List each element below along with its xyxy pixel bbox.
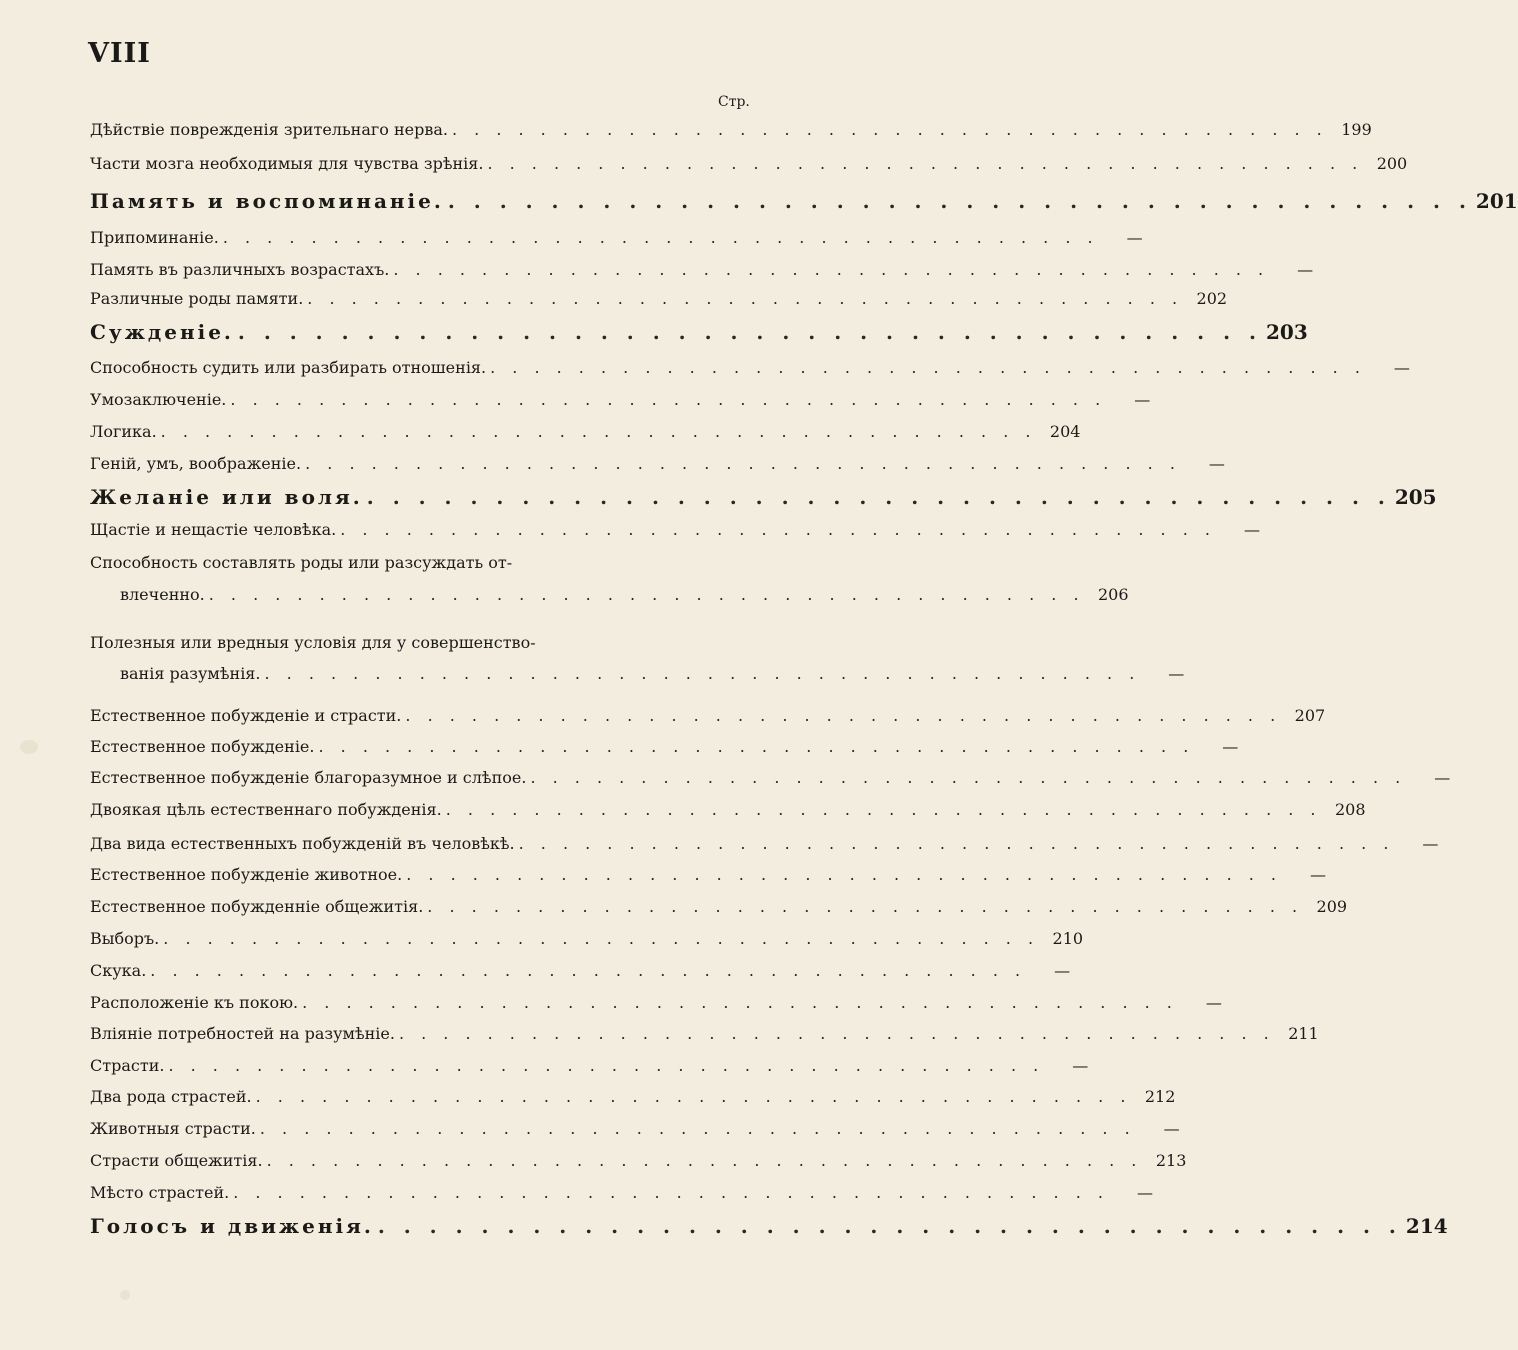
toc-entry-page: — bbox=[1134, 390, 1151, 409]
toc-entry-title: влеченно. bbox=[120, 585, 205, 604]
toc-entry bbox=[90, 834, 1439, 853]
toc-entry-page: 207 bbox=[1294, 706, 1326, 725]
leader-dots: . . . . . . . . . . . . . . . . . . . . . . . . . . . . . . . . . . . . . . . . bbox=[230, 390, 1107, 409]
toc-entry-title: Естественное побужденіе и страсти. bbox=[90, 706, 402, 725]
toc-entry-title: Естественное побужденіе. bbox=[90, 737, 315, 756]
toc-entry bbox=[90, 768, 1451, 787]
toc-entry-title: Желаніе или воля. bbox=[90, 485, 363, 509]
toc-entry-page: 211 bbox=[1288, 1024, 1319, 1043]
toc-entry-page: — bbox=[1163, 1119, 1180, 1138]
toc-entry-page: 205 bbox=[1394, 485, 1437, 509]
toc-entry-page: — bbox=[1208, 454, 1225, 473]
toc-entry bbox=[90, 706, 1326, 725]
toc-entry bbox=[90, 454, 1225, 473]
toc-entry-page: — bbox=[1222, 737, 1239, 756]
toc-entry-page: 204 bbox=[1049, 422, 1081, 441]
toc-entry bbox=[90, 993, 1222, 1012]
toc-entry-page: 201 bbox=[1475, 189, 1518, 213]
toc-entry-page: 206 bbox=[1097, 585, 1129, 604]
leader-dots: . . . . . . . . . . . . . . . . . . . . . . . . . . . . . . . . . . . . . . . . bbox=[233, 1183, 1109, 1202]
toc-entry bbox=[90, 897, 1348, 916]
toc-entry-title: Мѣсто страстей. bbox=[90, 1183, 230, 1202]
page-number: VIII bbox=[88, 38, 151, 69]
toc-entry-title: Дѣйствіе поврежденія зрительнаго нерва. bbox=[90, 120, 448, 139]
leader-dots: . . . . . . . . . . . . . . . . . . . . . . . . . . . . . . . . . . . . . . . . bbox=[377, 1214, 1402, 1238]
toc-entry bbox=[90, 961, 1071, 980]
toc-entry-page: 210 bbox=[1052, 929, 1084, 948]
toc-entry-page: 200 bbox=[1376, 154, 1408, 173]
toc-section-entry bbox=[90, 320, 1308, 344]
leader-dots: . . . . . . . . . . . . . . . . . . . . . . . . . . . . . . . . . . . . . . . . bbox=[490, 358, 1366, 377]
leader-dots: . . . . . . . . . . . . . . . . . . . . . . . . . . . . . . . . . . . . . . . . bbox=[302, 993, 1178, 1012]
leader-dots: . . . . . . . . . . . . . . . . . . . . . . . . . . . . . . . . . . . . . . . . bbox=[445, 800, 1322, 819]
toc-entry-title: Два вида естественныхъ побужденій въ человѣкѣ. bbox=[90, 834, 515, 853]
leader-dots: . . . . . . . . . . . . . . . . . . . . . . . . . . . . . . . . . . . . . . . . bbox=[340, 520, 1216, 539]
toc-entry-page: — bbox=[1054, 961, 1071, 980]
toc-entry-page: — bbox=[1393, 358, 1410, 377]
toc-entry-title: Способность судить или разбирать отношенія. bbox=[90, 358, 487, 377]
toc-entry bbox=[90, 1087, 1176, 1106]
toc-entry-page: 214 bbox=[1405, 1214, 1448, 1238]
toc-entry-page: — bbox=[1136, 1183, 1153, 1202]
toc-entry-title: Различные роды памяти. bbox=[90, 289, 304, 308]
toc-entry-page: — bbox=[1126, 228, 1143, 247]
leader-dots: . . . . . . . . . . . . . . . . . . . . . . . . . . . . . . . . . . . . . . . . bbox=[259, 1119, 1136, 1138]
leader-dots: . . . . . . . . . . . . . . . . . . . . . . . . . . . . . . . . . . . . . . . . bbox=[405, 706, 1282, 725]
toc-section-entry bbox=[90, 485, 1437, 509]
toc-entry bbox=[90, 358, 1410, 377]
toc-entry-title: Щастіе и нещастіе человѣка. bbox=[90, 520, 337, 539]
leader-dots: . . . . . . . . . . . . . . . . . . . . . . . . . . . . . . . . . . . . . . . . bbox=[487, 154, 1364, 173]
toc-entry-page: 208 bbox=[1334, 800, 1366, 819]
toc-entry-title: Геній, умъ, воображеніе. bbox=[90, 454, 302, 473]
toc-entry bbox=[120, 664, 1185, 683]
leader-dots: . . . . . . . . . . . . . . . . . . . . . . . . . . . . . . . . . . . . . . . . bbox=[398, 1024, 1275, 1043]
toc-entry-title: Двоякая цѣль естественнаго побужденія. bbox=[90, 800, 442, 819]
leader-dots: . . . . . . . . . . . . . . . . . . . . . . . . . . . . . . . . . . . . . . . . bbox=[447, 189, 1472, 213]
toc-entry bbox=[90, 422, 1081, 441]
leader-dots: . . . . . . . . . . . . . . . . . . . . . . . . . . . . . . . . . . . . . . . . bbox=[307, 289, 1184, 308]
toc-entry bbox=[90, 800, 1366, 819]
leader-dots: . . . . . . . . . . . . . . . . . . . . . . . . . . . . . . . . . . . . . . . . bbox=[150, 961, 1027, 980]
leader-dots: . . . . . . . . . . . . . . . . . . . . . . . . . . . . . . . . . . . . . . . . bbox=[163, 929, 1040, 948]
leader-dots: . . . . . . . . . . . . . . . . . . . . . . . . . . . . . . . . . . . . . . . . bbox=[168, 1056, 1045, 1075]
leader-dots: . . . . . . . . . . . . . . . . . . . . . . . . . . . . . . . . . . . . . . . . bbox=[318, 737, 1195, 756]
toc-entry-title: Животныя страсти. bbox=[90, 1119, 256, 1138]
leader-dots: . . . . . . . . . . . . . . . . . . . . . . . . . . . . . . . . . . . . . . . . bbox=[305, 454, 1181, 473]
toc-entry-first-line: Полезныя или вредныя условія для у совершенство- bbox=[90, 633, 536, 652]
leader-dots: . . . . . . . . . . . . . . . . . . . . . . . . . . . . . . . . . . . . . . . . bbox=[393, 260, 1270, 279]
toc-entry bbox=[90, 1119, 1180, 1138]
leader-dots: . . . . . . . . . . . . . . . . . . . . . . . . . . . . . . . . . . . . . . . . bbox=[255, 1087, 1132, 1106]
toc-entry-title: Расположеніе къ покою. bbox=[90, 993, 299, 1012]
toc-entry bbox=[90, 228, 1143, 247]
leader-dots: . . . . . . . . . . . . . . . . . . . . . . . . . . . . . . . . . . . . . . . . bbox=[366, 485, 1391, 509]
toc-entry-page: — bbox=[1422, 834, 1439, 853]
paper-stain bbox=[20, 740, 38, 754]
toc-entry-title: Два рода страстей. bbox=[90, 1087, 252, 1106]
page-column-header: Стр. bbox=[718, 94, 750, 110]
toc-entry-title: Голосъ и движенія. bbox=[90, 1214, 374, 1238]
toc-entry-page: 213 bbox=[1155, 1151, 1187, 1170]
toc-entry-title: Вліяніе потребностей на разумѣніе. bbox=[90, 1024, 395, 1043]
toc-entry-page: — bbox=[1243, 520, 1260, 539]
toc-section-entry bbox=[90, 1214, 1448, 1238]
leader-dots: . . . . . . . . . . . . . . . . . . . . . . . . . . . . . . . . . . . . . . . . bbox=[160, 422, 1037, 441]
leader-dots: . . . . . . . . . . . . . . . . . . . . . . . . . . . . . . . . . . . . . . . . bbox=[208, 585, 1085, 604]
toc-entry-page: — bbox=[1205, 993, 1222, 1012]
toc-entry bbox=[90, 289, 1228, 308]
toc-entry-first-line: Способность составлять роды или разсуждать от- bbox=[90, 553, 513, 572]
toc-entry bbox=[90, 1151, 1187, 1170]
leader-dots: . . . . . . . . . . . . . . . . . . . . . . . . . . . . . . . . . . . . . . . . bbox=[222, 228, 1099, 247]
toc-entry-title: Умозаключеніе. bbox=[90, 390, 227, 409]
toc-entry bbox=[90, 390, 1151, 409]
leader-dots: . . . . . . . . . . . . . . . . . . . . . . . . . . . . . . . . . . . . . . . . bbox=[530, 768, 1407, 787]
toc-entry bbox=[90, 154, 1408, 173]
toc-entry-title: Страсти общежитія. bbox=[90, 1151, 263, 1170]
toc-entry bbox=[90, 929, 1084, 948]
leader-dots: . . . . . . . . . . . . . . . . . . . . . . . . . . . . . . . . . . . . . . . . bbox=[266, 1151, 1143, 1170]
toc-entry-page: 203 bbox=[1265, 320, 1308, 344]
toc-entry-title: Скука. bbox=[90, 961, 147, 980]
toc-entry-page: — bbox=[1072, 1056, 1089, 1075]
toc-entry bbox=[90, 120, 1372, 139]
leader-dots: . . . . . . . . . . . . . . . . . . . . . . . . . . . . . . . . . . . . . . . . bbox=[264, 664, 1141, 683]
toc-entry-page: 202 bbox=[1196, 289, 1228, 308]
toc-entry-title: Страсти. bbox=[90, 1056, 165, 1075]
toc-entry-page: — bbox=[1434, 768, 1451, 787]
toc-entry-page: 209 bbox=[1316, 897, 1348, 916]
toc-entry-title: Естественное побужденніе общежитія. bbox=[90, 897, 424, 916]
toc-entry-title: Память и воспоминаніе. bbox=[90, 189, 444, 213]
toc-entry bbox=[90, 260, 1314, 279]
toc-entry bbox=[90, 865, 1327, 884]
leader-dots: . . . . . . . . . . . . . . . . . . . . . . . . . . . . . . . . . . . . . . . . bbox=[451, 120, 1328, 139]
toc-entry-page: — bbox=[1168, 664, 1185, 683]
toc-entry bbox=[90, 737, 1239, 756]
paper-stain bbox=[120, 1290, 130, 1300]
toc-entry-title: Выборъ. bbox=[90, 929, 160, 948]
toc-entry bbox=[90, 520, 1260, 539]
toc-entry-page: — bbox=[1310, 865, 1327, 884]
leader-dots: . . . . . . . . . . . . . . . . . . . . . . . . . . . . . . . . . . . . . . . . bbox=[237, 320, 1262, 344]
toc-entry-title: Естественное побужденіе животное. bbox=[90, 865, 403, 884]
toc-entry-title: Сужденіе. bbox=[90, 320, 234, 344]
toc-entry-title: Части мозга необходимыя для чувства зрѣнія. bbox=[90, 154, 484, 173]
leader-dots: . . . . . . . . . . . . . . . . . . . . . . . . . . . . . . . . . . . . . . . . bbox=[406, 865, 1283, 884]
toc-entry bbox=[90, 1024, 1319, 1043]
toc-section-entry bbox=[90, 189, 1518, 213]
toc-entry-title: Память въ различныхъ возрастахъ. bbox=[90, 260, 390, 279]
leader-dots: . . . . . . . . . . . . . . . . . . . . . . . . . . . . . . . . . . . . . . . . bbox=[427, 897, 1304, 916]
leader-dots: . . . . . . . . . . . . . . . . . . . . . . . . . . . . . . . . . . . . . . . . bbox=[518, 834, 1395, 853]
toc-entry-page: 199 bbox=[1341, 120, 1372, 139]
toc-entry-page: 212 bbox=[1144, 1087, 1176, 1106]
toc-entry bbox=[90, 1183, 1153, 1202]
toc-entry-title: ванія разумѣнія. bbox=[120, 664, 261, 683]
toc-entry-title: Логика. bbox=[90, 422, 157, 441]
toc-entry-title: Естественное побужденіе благоразумное и слѣпое. bbox=[90, 768, 527, 787]
toc-entry-page: — bbox=[1297, 260, 1314, 279]
toc-entry bbox=[120, 585, 1129, 604]
toc-entry-title: Припоминаніе. bbox=[90, 228, 219, 247]
toc-entry bbox=[90, 1056, 1089, 1075]
